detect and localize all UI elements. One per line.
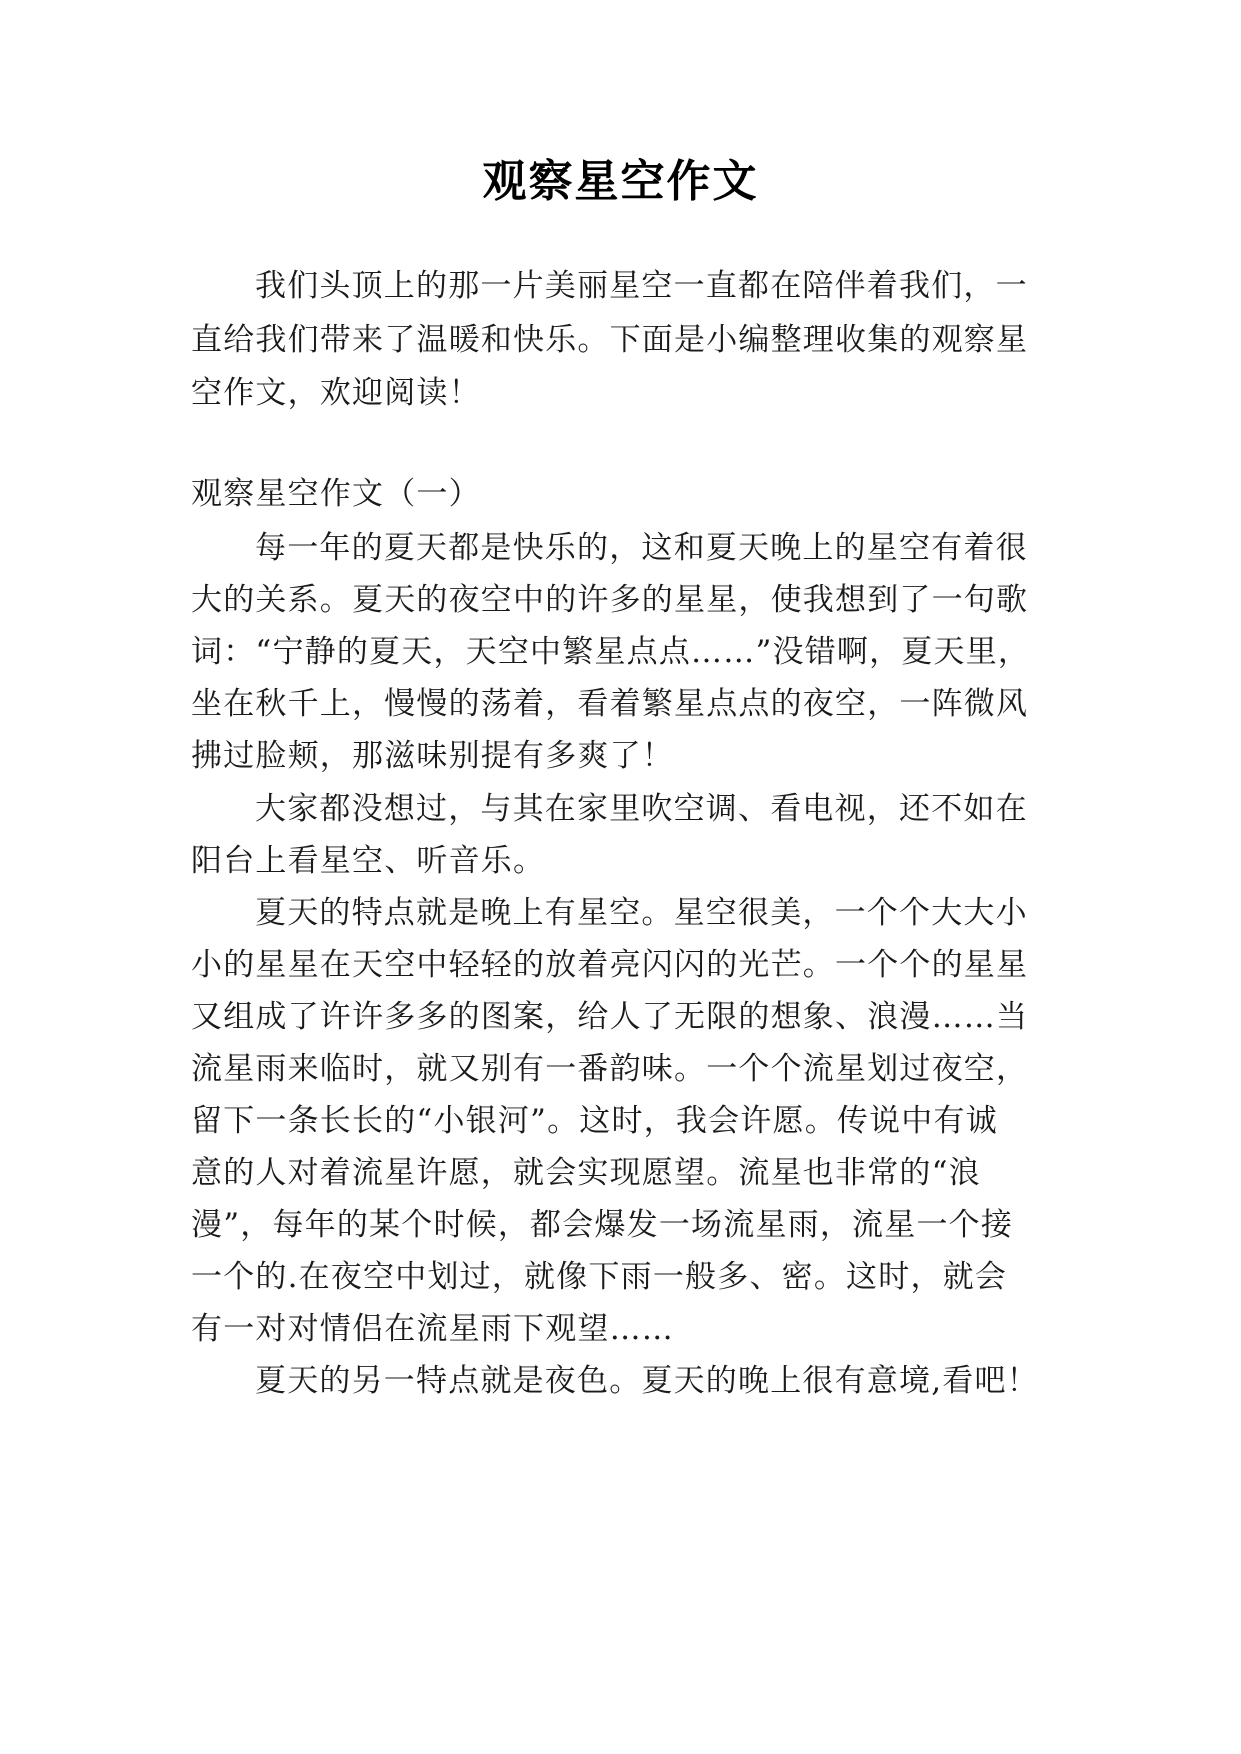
- body-line-15: 一个的.在夜空中划过，就像下雨一般多、密。这时，就会: [191, 1259, 1008, 1295]
- document-title: 观察星空作文: [482, 156, 759, 207]
- intro-line-2: 直给我们带来了温暖和快乐。下面是小编整理收集的观察星: [191, 322, 1029, 358]
- section-heading: 观察星空作文（一）: [191, 476, 481, 512]
- body-line-9: 小的星星在天空中轻轻的放着亮闪闪的光芒。一个个的星星: [191, 947, 1029, 983]
- body-line-14: 漫”，每年的某个时候，都会爆发一场流星雨，流星一个接: [191, 1207, 1014, 1243]
- body-line-1: 每一年的夏天都是快乐的，这和夏天晚上的星空有着很: [255, 530, 1028, 566]
- body-line-12: 留下一条长长的“小银河”。这时，我会许愿。传说中有诚: [191, 1103, 998, 1139]
- body-line-16: 有一对对情侣在流星雨下观望……: [191, 1311, 674, 1347]
- body-line-10: 又组成了许许多多的图案，给人了无限的想象、浪漫……当: [191, 999, 1029, 1035]
- intro-line-3: 空作文，欢迎阅读！: [191, 375, 481, 411]
- body-line-6: 大家都没想过，与其在家里吹空调、看电视，还不如在: [255, 791, 1028, 827]
- body-line-7: 阳台上看星空、听音乐。: [191, 843, 546, 879]
- body-line-4: 坐在秋千上，慢慢的荡着，看着繁星点点的夜空，一阵微风: [191, 686, 1029, 722]
- body-line-5: 拂过脸颊，那滋味别提有多爽了！: [191, 738, 674, 774]
- body-line-13: 意的人对着流星许愿，就会实现愿望。流星也非常的“浪: [191, 1155, 981, 1191]
- body-line-11: 流星雨来临时，就又别有一番韵味。一个个流星划过夜空，: [191, 1051, 1029, 1087]
- body-line-17: 夏天的另一特点就是夜色。夏天的晚上很有意境,看吧！: [255, 1363, 1039, 1399]
- body-line-2: 大的关系。夏天的夜空中的许多的星星，使我想到了一句歌: [191, 582, 1029, 618]
- body-line-3: 词：“宁静的夏天，天空中繁星点点……”没错啊，夏天里，: [191, 634, 1031, 670]
- body-line-8: 夏天的特点就是晚上有星空。星空很美，一个个大大小: [255, 895, 1028, 931]
- intro-line-1: 我们头顶上的那一片美丽星空一直都在陪伴着我们，一: [255, 268, 1028, 304]
